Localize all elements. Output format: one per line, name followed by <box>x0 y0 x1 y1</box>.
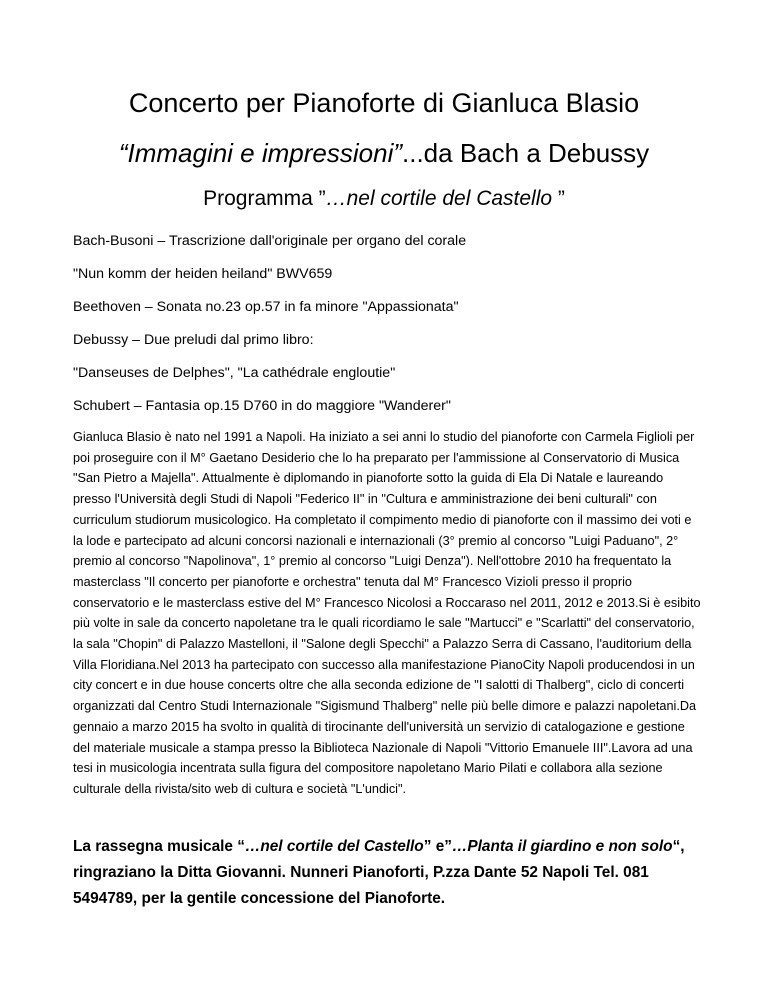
closing-italic-2: …Planta il giardino e non solo <box>451 838 673 855</box>
subtitle-italic: “Immagini e impressioni” <box>118 138 403 168</box>
acknowledgement-paragraph <box>73 834 693 912</box>
program-line: Debussy – Due preludi dal primo libro: <box>73 332 314 348</box>
biography-paragraph: Gianluca Blasio è nato nel 1991 a Napoli. Ha iniziato a sei anni lo studio del pianoforte con Carmela Figlioli per poi proseguire con il M° Gaetano Desiderio che lo ha preparato per l'ammissione al Conservatorio di Musica "San Pietro a Majella". Attualmente è diplomando in pianoforte sotto la guida di Ela Di Natale e laureando presso l'Università degli Studi di Napoli "Federico II" in "Cultura e amministrazione dei beni culturali" con curriculum studiorum musicologico. Ha completato il compimento medio di pianoforte con il massimo dei voti e la lode e partecipato ad alcuni concorsi nazionali e internazionali (3° premio al concorso "Luigi Paduano", 2° premio al concorso "Napolinova", 1° premio al concorso "Luigi Denza"). Nell'ottobre 2010 ha frequentato la masterclass "Il concerto per pianoforte e orchestra" tenuta dal M° Francesco Vizioli presso il proprio conservatorio e le masterclass estive del M° Francesco Nicolosi a Roccaraso nel 2011, 2012 e 2013.Si è esibito più volte in sale da concerto napoletane tra le quali ricordiamo le sale "Martucci" e "Scarlatti" del conservatorio, la sala "Chopin" di Palazzo Mastelloni, il "Salone degli Specchi" a Palazzo Serra di Cassano, l'auditorium della Villa Floridiana.Nel 2013 ha partecipato con successo alla manifestazione PianoCity Napoli producendosi in un city concert e in due house concerts oltre che alla seconda edizione de "I salotti di Thalberg", ciclo di concerti organizzati dal Centro Studi Internazionale "Sigismund Thalberg" nelle più belle dimore e palazzi napoletani.Da gennaio a marzo 2015 ha svolto in qualità di tirocinante dell'università un servizio di catalogazione e gestione del materiale musicale a stampa presso la Biblioteca Nazionale di Napoli "Vittorio Emanuele III".Lavora ad una tesi in musicologia incentrata sulla figura del compositore napoletano Mario Pilati e collabora alla sezione culturale della rivista/sito web di cultura e società "L'undici". <box>73 430 701 796</box>
programma-end: ” <box>557 187 565 210</box>
program-line: Schubert – Fantasia op.15 D760 in do maggiore "Wanderer" <box>73 398 451 414</box>
closing-italic-1: …nel cortile del Castello <box>244 838 424 855</box>
concert-title: Concerto per Pianoforte di Gianluca Blasio <box>128 88 640 118</box>
program-line: "Nun komm der heiden heiland" BWV659 <box>73 266 333 282</box>
program-line: "Danseuses de Delphes", "La cathédrale engloutie" <box>73 365 396 381</box>
closing-text-1: La rassegna musicale “ <box>73 838 245 855</box>
program-line: Bach-Busoni – Trascrizione dall'originale per organo del corale <box>73 233 467 249</box>
closing-text-3: “, ringraziano la Ditta Giovanni. Nunneri Pianoforti, P.zza Dante 52 Napoli Tel. 081 5494789, per la gentile concessione del Pianoforte. <box>73 838 685 907</box>
programma-heading <box>0 185 768 213</box>
concert-subtitle <box>0 136 768 170</box>
program-line: Beethoven – Sonata no.23 op.57 in fa minore "Appassionata" <box>73 299 459 315</box>
programma-label: Programma ” <box>203 187 326 210</box>
programma-italic: …nel cortile del Castello <box>325 187 558 210</box>
subtitle-rest: ...da Bach a Debussy <box>402 138 650 168</box>
closing-text-2: ” e” <box>423 838 452 855</box>
